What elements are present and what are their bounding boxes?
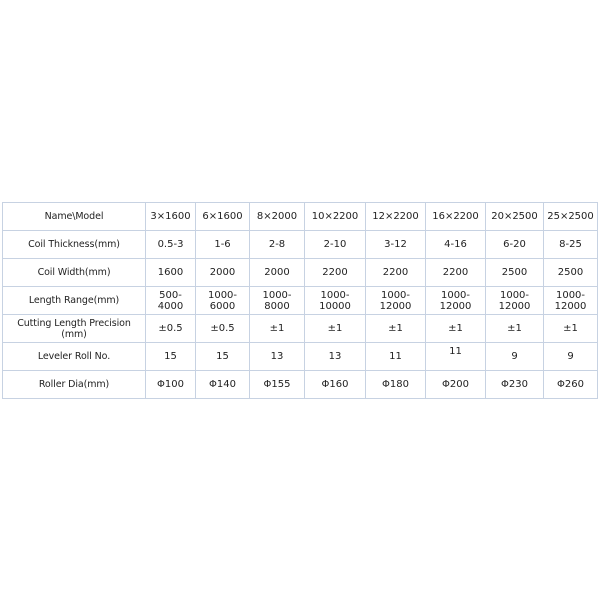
row-label-cell: Coil Width(mm) [3,259,146,287]
value-cell: Φ260 [544,371,598,399]
leveler-roll-row [3,343,598,371]
value-cell: 2-8 [250,231,305,259]
spec-table [2,202,598,399]
value-cell: 1600 [146,259,196,287]
value-cell: 13 [250,343,305,371]
coil-thickness-row [3,231,598,259]
value-cell: 2000 [196,259,250,287]
value-cell: 3-12 [366,231,426,259]
roller-dia-row [3,371,598,399]
value-cell: 2-10 [305,231,366,259]
value-cell: 9 [486,343,544,371]
value-cell: Φ200 [426,371,486,399]
value-cell: 2200 [305,259,366,287]
value-cell: 15 [196,343,250,371]
value-cell: 1000- 12000 [544,287,598,315]
model-cell: 3×1600 [146,203,196,231]
value-cell: 1000- 12000 [426,287,486,315]
value-cell: Φ180 [366,371,426,399]
value-cell: ±1 [366,315,426,343]
value-cell: ±0.5 [196,315,250,343]
value-cell: 8-25 [544,231,598,259]
row-label-cell: Length Range(mm) [3,287,146,315]
header-row [3,203,598,231]
value-cell: 11 [366,343,426,371]
value-cell: 1000- 12000 [366,287,426,315]
value-cell: 11 [426,343,486,371]
value-cell: 1-6 [196,231,250,259]
value-cell: ±1 [486,315,544,343]
value-cell: 2500 [544,259,598,287]
value-cell: ±1 [426,315,486,343]
value-cell: Φ140 [196,371,250,399]
header-label-cell: Name\Model [3,203,146,231]
model-cell: 6×1600 [196,203,250,231]
value-cell: 1000- 10000 [305,287,366,315]
value-cell: 13 [305,343,366,371]
model-cell: 8×2000 [250,203,305,231]
model-cell: 25×2500 [544,203,598,231]
value-cell: 1000- 12000 [486,287,544,315]
row-label-cell: Coil Thickness(mm) [3,231,146,259]
row-label-cell: Leveler Roll No. [3,343,146,371]
model-cell: 12×2200 [366,203,426,231]
value-cell: ±0.5 [146,315,196,343]
value-cell: Φ160 [305,371,366,399]
value-cell: Φ230 [486,371,544,399]
coil-width-row [3,259,598,287]
value-cell: 1000- 8000 [250,287,305,315]
value-cell: 2200 [426,259,486,287]
length-range-row [3,287,598,315]
value-cell: 0.5-3 [146,231,196,259]
value-cell: ±1 [305,315,366,343]
value-cell: 6-20 [486,231,544,259]
row-label-cell: Cutting Length Precision (mm) [3,315,146,343]
value-cell: 500- 4000 [146,287,196,315]
value-cell: 9 [544,343,598,371]
row-label-cell: Roller Dia(mm) [3,371,146,399]
value-cell: 4-16 [426,231,486,259]
value-cell: ±1 [250,315,305,343]
value-cell: ±1 [544,315,598,343]
value-cell: 1000- 6000 [196,287,250,315]
cutting-precision-row [3,315,598,343]
model-cell: 20×2500 [486,203,544,231]
value-cell: Φ155 [250,371,305,399]
value-cell: 2200 [366,259,426,287]
value-cell: Φ100 [146,371,196,399]
value-cell: 15 [146,343,196,371]
value-cell: 2000 [250,259,305,287]
model-cell: 16×2200 [426,203,486,231]
model-cell: 10×2200 [305,203,366,231]
value-cell: 2500 [486,259,544,287]
